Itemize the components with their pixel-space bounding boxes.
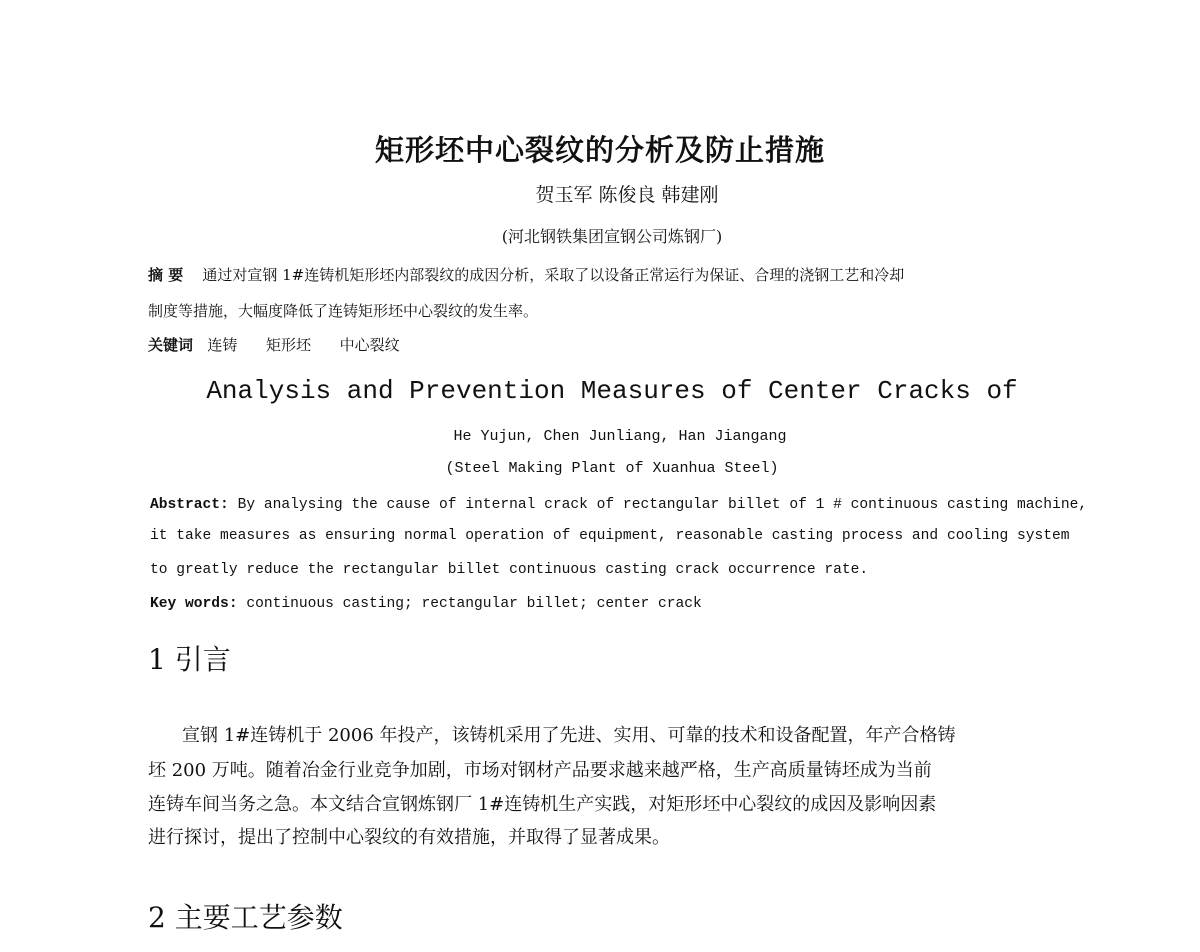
- abstract-en-line-1: [150, 497, 1087, 513]
- affiliation-en: (Steel Making Plant of Xuanhua Steel): [445, 460, 779, 477]
- paper-title-en: Analysis and Prevention Measures of Center Cracks of: [206, 376, 1018, 406]
- keywords-en-label: Key words:: [150, 596, 238, 612]
- intro-paragraph-line-4: 进行探讨，提出了控制中心裂纹的有效措施，并取得了显著成果。: [148, 827, 670, 848]
- keywords-cn: [148, 334, 400, 355]
- authors-cn: 贺玉军 陈俊良 韩建刚: [535, 184, 719, 206]
- section-2-heading: 2 主要工艺参数: [148, 901, 343, 934]
- keywords-en: [150, 596, 702, 612]
- paper-title-cn: 矩形坯中心裂纹的分析及防止措施: [374, 133, 825, 167]
- abstract-cn-label: 摘 要: [148, 266, 184, 284]
- abstract-cn-line-1: [148, 264, 904, 285]
- keywords-en-text: continuous casting; rectangular billet; center crack: [246, 596, 702, 612]
- section-1-heading: 1 引言: [148, 643, 231, 676]
- abstract-en-line-3: to greatly reduce the rectangular billet continuous casting crack occurrence rate.: [150, 562, 869, 578]
- abstract-cn-text-1: 通过对宣钢 1#连铸机矩形坯内部裂纹的成因分析，采取了以设备正常运行为保证、合理的浇钢工艺和冷却: [202, 266, 905, 284]
- affiliation-cn: (河北钢铁集团宣钢公司炼钢厂): [501, 227, 723, 246]
- abstract-en-label: Abstract:: [150, 497, 229, 513]
- keywords-cn-label: 关键词: [148, 336, 194, 354]
- abstract-en-line-2: it take measures as ensuring normal operation of equipment, reasonable casting process and cooling system: [150, 528, 1070, 544]
- keyword-cn-1: 连铸: [207, 336, 238, 354]
- keyword-cn-3: 中心裂纹: [339, 336, 400, 354]
- keyword-cn-2: 矩形坯: [265, 336, 311, 354]
- authors-en: He Yujun, Chen Junliang, Han Jiangang: [453, 428, 787, 445]
- abstract-en-text-1: By analysing the cause of internal crack of rectangular billet of 1 # continuous casting machine,: [237, 497, 1088, 513]
- intro-paragraph-line-1: 宣钢 1#连铸机于 2006 年投产，该铸机采用了先进、实用、可靠的技术和设备配置，年产合格铸: [182, 725, 956, 746]
- intro-paragraph-line-2: 坯 200 万吨。随着冶金行业竞争加剧，市场对钢材产品要求越来越严格，生产高质量铸坯成为当前: [148, 760, 932, 781]
- abstract-cn-line-2: 制度等措施，大幅度降低了连铸矩形坯中心裂纹的发生率。: [148, 302, 539, 320]
- intro-paragraph-line-3: 连铸车间当务之急。本文结合宣钢炼钢厂 1#连铸机生产实践，对矩形坯中心裂纹的成因及影响因素: [148, 794, 937, 815]
